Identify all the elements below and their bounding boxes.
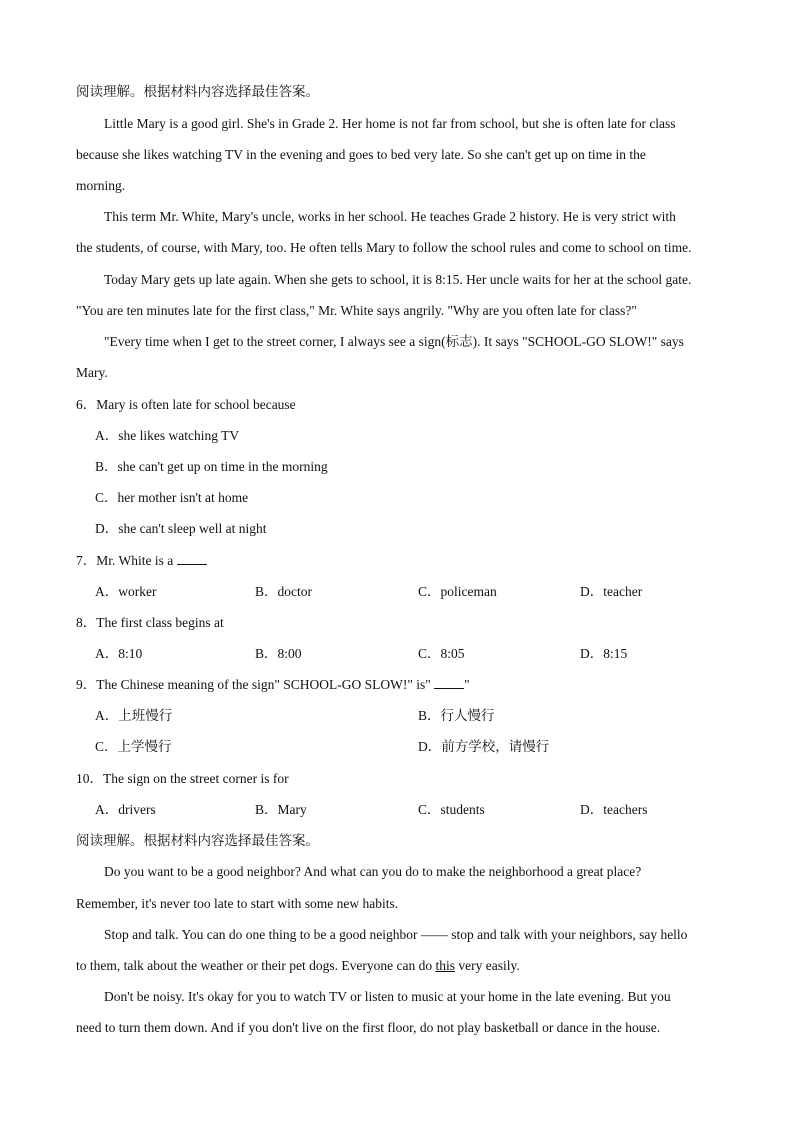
passage-line: need to turn them down. And if you don't live on the first floor, do not play basketball or dance in the house. [76, 1020, 661, 1035]
option-c: C．students [418, 802, 485, 817]
passage-line: This term Mr. White, Mary's uncle, works in her school. He teaches Grade 2 history. He is very strict with [104, 209, 676, 224]
question-stem-text: 7．Mr. White is a [76, 553, 174, 568]
option-c: C．上学慢行 [95, 739, 172, 754]
passage-line: morning. [76, 178, 126, 193]
option-d: D．8:15 [580, 646, 628, 661]
passage-line: Mary. [76, 365, 108, 380]
option-c: C．policeman [418, 584, 497, 599]
passage-line: "You are ten minutes late for the first class," Mr. White says angrily. "Why are you often late for class?" [76, 303, 637, 318]
question-stem-end: " [464, 677, 470, 692]
passage-line: the students, of course, with Mary, too. He often tells Mary to follow the school rules and come to school on time. [76, 240, 692, 255]
option-b: B．Mary [255, 802, 307, 817]
passage-line: Remember, it's never too late to start with some new habits. [76, 896, 399, 911]
option-b: B．行人慢行 [418, 708, 495, 723]
option-c: C．her mother isn't at home [95, 490, 249, 505]
question-stem [76, 552, 207, 570]
underlined-word: this [435, 958, 456, 973]
question-stem-text: 9．The Chinese meaning of the sign" SCHOOL-GO SLOW!" is" [76, 677, 431, 692]
passage-line: Do you want to be a good neighbor? And what can you do to make the neighborhood a great place? [104, 864, 642, 879]
option-c: C．8:05 [418, 646, 465, 661]
option-b: B．doctor [255, 584, 312, 599]
passage-line [76, 957, 520, 975]
section-heading: 阅读理解。根据材料内容选择最佳答案。 [76, 84, 319, 99]
option-d: D．teachers [580, 802, 648, 817]
answer-blank [177, 552, 207, 565]
passage-line: Little Mary is a good girl. She's in Grade 2. Her home is not far from school, but she is often late for class [104, 116, 676, 131]
option-d: D．she can't sleep well at night [95, 521, 267, 536]
passage-line: Stop and talk. You can do one thing to be a good neighbor —— stop and talk with your neighbors, say hello [104, 927, 688, 942]
question-stem: 8．The first class begins at [76, 615, 224, 630]
passage-line: Don't be noisy. It's okay for you to watch TV or listen to music at your home in the late evening. But you [104, 989, 671, 1004]
question-stem: 10．The sign on the street corner is for [76, 771, 289, 786]
passage-line: Today Mary gets up late again. When she gets to school, it is 8:15. Her uncle waits for her at the school gate. [104, 272, 692, 287]
option-d: D．teacher [580, 584, 643, 599]
passage-line: "Every time when I get to the street corner, I always see a sign(标志). It says "SCHOOL-GO SLOW!" says [104, 334, 684, 349]
option-a: A．上班慢行 [95, 708, 173, 723]
option-b: B．she can't get up on time in the morning [95, 459, 328, 474]
option-a: A．worker [95, 584, 157, 599]
option-a: A．8:10 [95, 646, 143, 661]
option-b: B．8:00 [255, 646, 302, 661]
option-d: D．前方学校，请慢行 [418, 739, 550, 754]
passage-text: very easily. [455, 958, 520, 973]
section-heading: 阅读理解。根据材料内容选择最佳答案。 [76, 833, 319, 848]
passage-text: to them, talk about the weather or their pet dogs. Everyone can do [76, 958, 436, 973]
question-stem [76, 676, 470, 694]
passage-line: because she likes watching TV in the evening and goes to bed very late. So she can't get up on time in the [76, 147, 646, 162]
option-a: A．drivers [95, 802, 156, 817]
question-stem: 6．Mary is often late for school because [76, 397, 296, 412]
option-a: A．she likes watching TV [95, 428, 240, 443]
answer-blank [434, 676, 464, 689]
